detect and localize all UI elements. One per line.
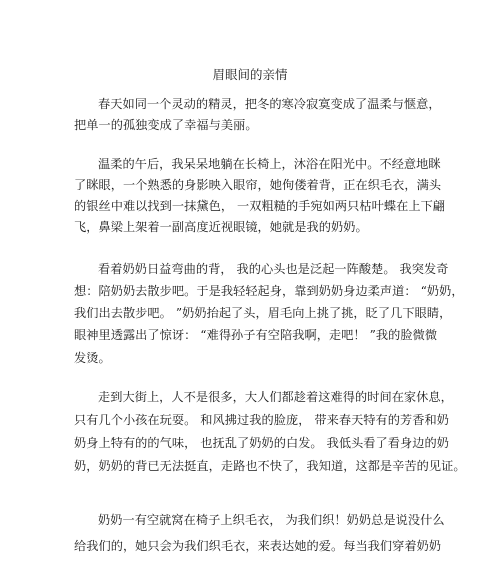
paragraph-line: 我们出去散步吧。 ”奶奶抬起了头，眉毛向上挑了挑，眨了几下眼睛， bbox=[74, 306, 452, 320]
paragraph-line: 了眯眼，一个熟悉的身影映入眼帘，她佝偻着背，正在织毛衣，满头 bbox=[74, 178, 442, 192]
paragraph-line: 奶奶一有空就窝在椅子上织毛衣， 为我们织！奶奶总是说没什么 bbox=[98, 513, 445, 527]
paragraph-line: 把单一的孤独变成了幸福与美丽。 bbox=[74, 118, 258, 132]
paragraph-line: 的银丝中难以找到一抹黛色， 一双粗糙的手宛如两只枯叶蝶在上下翩 bbox=[74, 199, 446, 213]
paragraph-line: 温柔的午后，我呆呆地躺在长椅上，沐浴在阳光中。不经意地眯 bbox=[98, 157, 441, 171]
paragraph-line: 眼神里透露出了惊讶： “难得孙子有空陪我啊，走吧！ ”我的脸微微 bbox=[74, 328, 438, 342]
paragraph-line: 春天如同一个灵动的精灵，把冬的寒冷寂寞变成了温柔与惬意， bbox=[98, 97, 441, 111]
paragraph-line: 奶身上特有的的气味， 也抚乱了奶奶的白发。 我低头看了看身边的奶 bbox=[74, 436, 449, 450]
paragraph-line: 飞，鼻梁上架着一副高度近视眼镜，她就是我的奶奶。 bbox=[74, 220, 368, 234]
paragraph-line: 走到大街上，人不是很多，大人们都趁着这难得的时间在家休息， bbox=[98, 390, 453, 404]
paragraph-line: 看着奶奶日益弯曲的背， 我的心头也是泛起一阵酸楚。 我突发奇 bbox=[98, 262, 449, 276]
paragraph-line: 发烫。 bbox=[74, 351, 111, 365]
paragraph-line: 想：陪奶奶去散步吧。于是我轻轻起身，靠到奶奶身边柔声道： “奶奶， bbox=[74, 284, 464, 298]
document-title: 眉眼间的亲情 bbox=[212, 67, 288, 82]
paragraph-line: 只有几个小孩在玩耍。 和风拂过我的脸庞， 带来春天特有的芳香和奶 bbox=[74, 413, 449, 427]
paragraph-line: 奶，奶奶的背已无法挺直，走路也不快了，我知道，这都是辛苦的见证。 bbox=[74, 459, 466, 473]
paragraph-line: 给我们的，她只会为我们织毛衣，来表达她的爱。每当我们穿着奶奶 bbox=[74, 539, 442, 553]
